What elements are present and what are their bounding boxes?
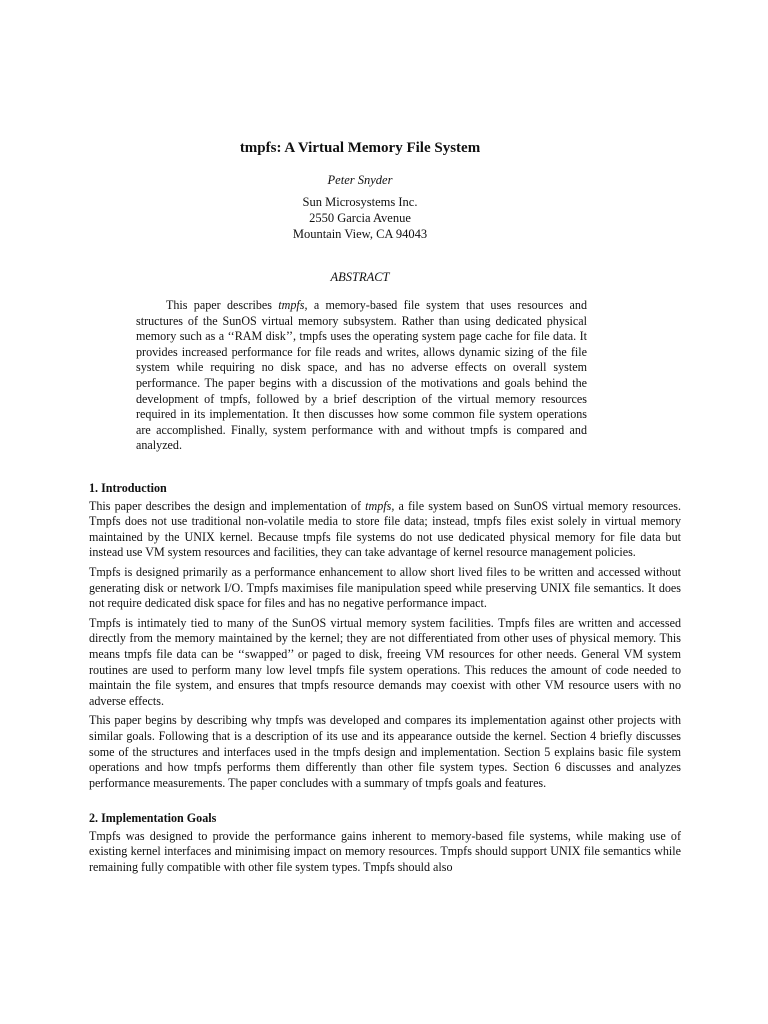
paragraph: Tmpfs is designed primarily as a performance enhancement to allow short lived files to be written and accessed without generating disk or network I/O. Tmpfs maximises file manipulation speed while preserving UNIX file semantics. It does not require dedicated disk space for files and has no negative performance impact. [89,564,681,611]
paragraph-rest: a file system based on SunOS virtual memory resources. Tmpfs does not use traditional non-volatile media to store file data; instead, tmpfs files exist solely in virtual memory maintained by the UNIX kernel. Because tmpfs file systems do not use dedicated physical memory for file data but instead use VM system resources and facilities, they can take advantage of kernel resource management policies. [89,498,681,560]
section-heading-implementation-goals: 2. Implementation Goals [89,811,217,826]
abstract-heading: ABSTRACT [330,270,390,284]
paragraph-emphasis: tmpfs, [365,498,395,513]
paragraph-start: This paper describes the design and implementation of [89,498,366,513]
paragraph [89,499,681,561]
author-name: Peter Snyder [327,173,393,187]
affiliation-line: Mountain View, CA 94043 [292,227,428,241]
affiliation-line: 2550 Garcia Avenue [309,211,411,225]
paragraph: This paper begins by describing why tmpfs was developed and compares its implementation against other projects with similar goals. Following that is a description of its use and its appearance outside the kernel. Section 4 briefly discusses some of the structures and interfaces used in the tmpfs design and implementation. Section 5 explains basic file system operations and how tmpfs performs them differently than other file system types. Section 6 discusses and analyzes performance measurements. The paper concludes with a summary of tmpfs goals and features. [89,713,681,790]
author-affiliation [0,194,720,242]
paragraph: Tmpfs is intimately tied to many of the SunOS virtual memory system facilities. Tmpfs files are written and accessed directly from the memory maintained by the kernel; they are not differentiated from other uses of physical memory. This means tmpfs file data can be ‘‘swapped’’ or paged to disk, freeing VM resources for other needs. General VM system routines are used to perform many low level tmpfs file system operations. This reduces the amount of code needed to maintain the file system, and ensures that tmpfs resource demands may coexist with other VM resource users with no adverse effects. [89,615,681,708]
abstract-text-start: This paper describes [166,298,279,312]
paragraph: Tmpfs was designed to provide the performance gains inherent to memory-based file systems, while making use of existing kernel interfaces and minimising impact on memory resources. Tmpfs should support UNIX file semantics while remaining fully compatible with other file system types. Tmpfs should also [89,828,681,875]
abstract-text [136,298,587,454]
affiliation-line: Sun Microsystems Inc. [302,195,418,209]
abstract-emphasis: tmpfs, [278,298,308,312]
paper-title: tmpfs: A Virtual Memory File System [239,140,481,156]
abstract-text-rest: a memory-based file system that uses resources and structures of the SunOS virtual memory subsystem. Rather than using dedicated physical memory such as a ‘‘RAM disk’’, tmpfs uses the operating system page cache for file data. It provides increased performance for file reads and writes, allows dynamic sizing of the file system while requiring no disk space, and has no adverse effects on overall system performance. The paper begins with a discussion of the motivations and goals behind the development of tmpfs, followed by a brief description of the virtual memory resources required in its implementation. It then discusses how some common file system operations are accomplished. Finally, system performance with and without tmpfs is compared and analyzed. [136,298,587,453]
paper-body [89,481,681,880]
section-heading-introduction: 1. Introduction [89,481,167,495]
